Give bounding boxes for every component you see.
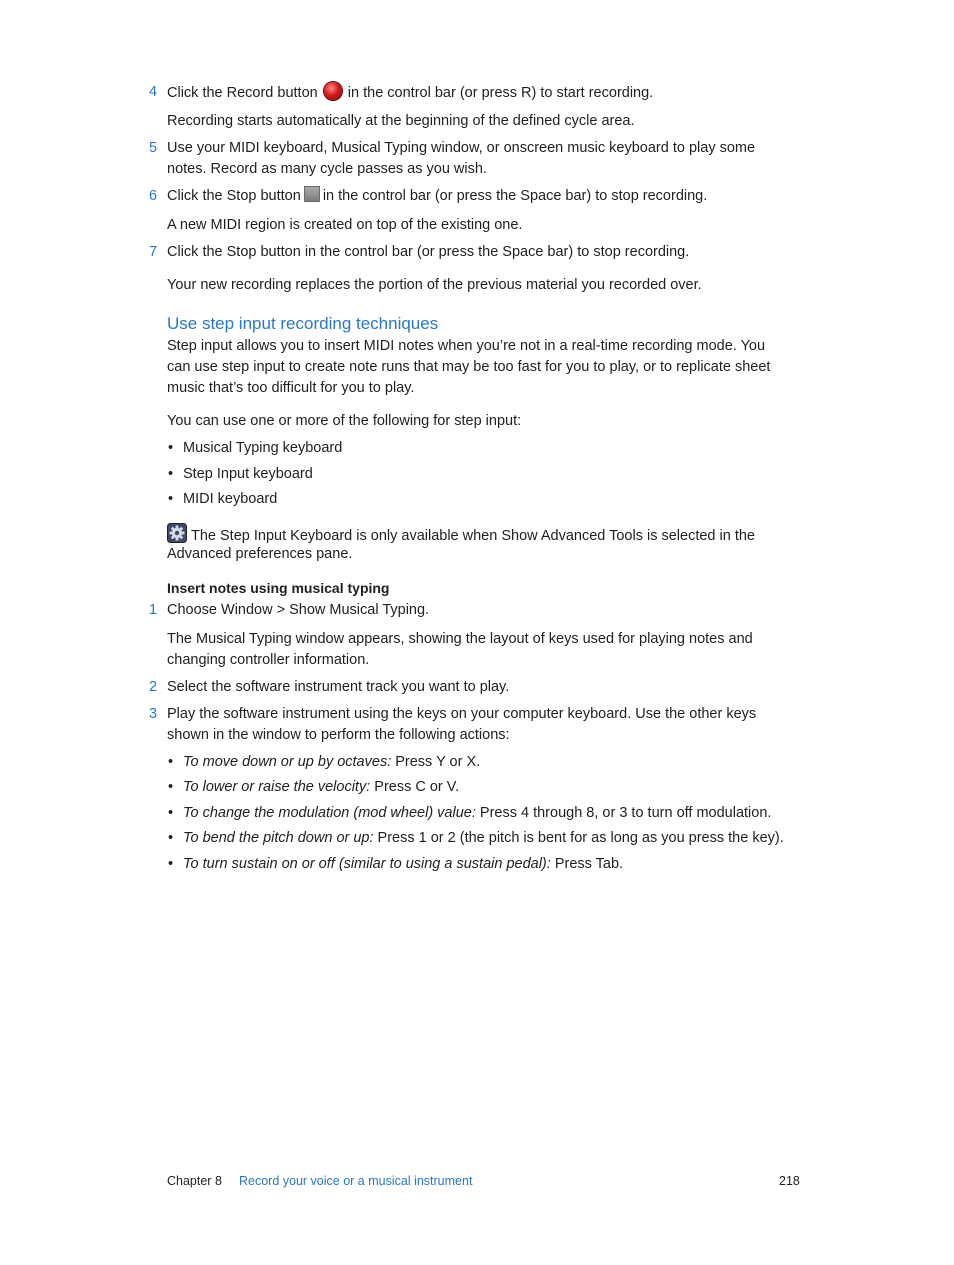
step-note: Your new recording replaces the portion of the previous material you recorded over.	[167, 277, 702, 293]
step-number: 2	[149, 679, 158, 695]
step-text: Play the software instrument using the keys on your computer keyboard. Use the other keys	[167, 706, 757, 722]
action-item	[183, 828, 784, 849]
advanced-note-text: Advanced preferences pane.	[167, 546, 353, 562]
action-text: Press C or V.	[370, 779, 460, 795]
list-item: MIDI keyboard	[183, 491, 278, 507]
action-item	[183, 854, 623, 875]
action-label: To bend the pitch down or up:	[183, 830, 374, 846]
advanced-note-text: The Step Input Keyboard is only available when Show Advanced Tools is selected in the	[191, 528, 755, 544]
step-text	[167, 82, 653, 104]
bullet-marker: •	[168, 856, 174, 872]
step-text: Use your MIDI keyboard, Musical Typing window, or onscreen music keyboard to play some	[167, 140, 756, 156]
action-item	[183, 803, 771, 824]
step-text: Select the software instrument track you want to play.	[167, 679, 510, 695]
advanced-gear-icon	[167, 523, 187, 543]
record-button-icon	[324, 82, 342, 100]
action-text: Press Y or X.	[391, 754, 481, 770]
stop-button-icon	[304, 186, 320, 202]
list-item: Step Input keyboard	[183, 466, 313, 482]
action-label: To move down or up by octaves:	[183, 754, 392, 770]
step-text-after: in the control bar (or press the Space bar) to stop recording.	[322, 188, 708, 204]
step-note: A new MIDI region is created on top of the existing one.	[167, 217, 523, 233]
step-number: 6	[149, 188, 158, 204]
action-text: Press Tab.	[550, 856, 624, 872]
step-text: Choose Window > Show Musical Typing.	[167, 602, 430, 618]
bullet-marker: •	[168, 779, 174, 795]
step-number: 4	[149, 84, 158, 100]
bullet-marker: •	[168, 466, 174, 482]
section-intro: Step input allows you to insert MIDI notes when you’re not in a real-time recording mode. You	[167, 338, 766, 354]
step-number: 1	[149, 602, 158, 618]
section-heading: Use step input recording techniques	[167, 314, 439, 333]
action-label: To turn sustain on or off (similar to using a sustain pedal):	[183, 856, 551, 872]
bullet-marker: •	[168, 830, 174, 846]
step-text: Click the Stop button in the control bar (or press the Space bar) to stop recording.	[167, 244, 690, 260]
step-text: notes. Record as many cycle passes as you wish.	[167, 161, 487, 177]
step-note: Recording starts automatically at the beginning of the defined cycle area.	[167, 113, 635, 129]
action-text: Press 1 or 2 (the pitch is bent for as long as you press the key).	[373, 830, 784, 846]
bullet-marker: •	[168, 440, 174, 456]
action-item	[183, 752, 480, 773]
action-item	[183, 777, 459, 798]
action-label: To lower or raise the velocity:	[183, 779, 371, 795]
action-label: To change the modulation (mod wheel) value:	[183, 805, 476, 821]
step-text: shown in the window to perform the following actions:	[167, 727, 510, 743]
section-intro: can use step input to create note runs that may be too fast for you to play, or to replicate sheet	[167, 359, 771, 375]
list-item: Musical Typing keyboard	[183, 440, 343, 456]
step-text-before: Click the Stop button	[167, 188, 301, 204]
step-number: 3	[149, 706, 158, 722]
bullet-marker: •	[168, 805, 174, 821]
step-text-after: in the control bar (or press R) to start recording.	[347, 85, 654, 101]
action-text: Press 4 through 8, or 3 to turn off modulation.	[475, 805, 772, 821]
footer-chapter: Chapter 8	[167, 1174, 222, 1188]
step-number: 5	[149, 140, 158, 156]
subsection-heading: Insert notes using musical typing	[167, 580, 390, 596]
bullet-marker: •	[168, 491, 174, 507]
step-text-before: Click the Record button	[167, 85, 318, 101]
footer-chapter-link[interactable]: Record your voice or a musical instrument	[239, 1174, 473, 1188]
step-number: 7	[149, 244, 158, 260]
step-note: The Musical Typing window appears, showing the layout of keys used for playing notes and	[167, 631, 753, 647]
section-lead: You can use one or more of the following for step input:	[167, 413, 522, 429]
step-note: changing controller information.	[167, 652, 370, 668]
bullet-marker: •	[168, 754, 174, 770]
step-text	[167, 186, 707, 207]
section-intro: music that’s too difficult for you to play.	[167, 380, 415, 396]
page-number: 218	[779, 1174, 800, 1188]
